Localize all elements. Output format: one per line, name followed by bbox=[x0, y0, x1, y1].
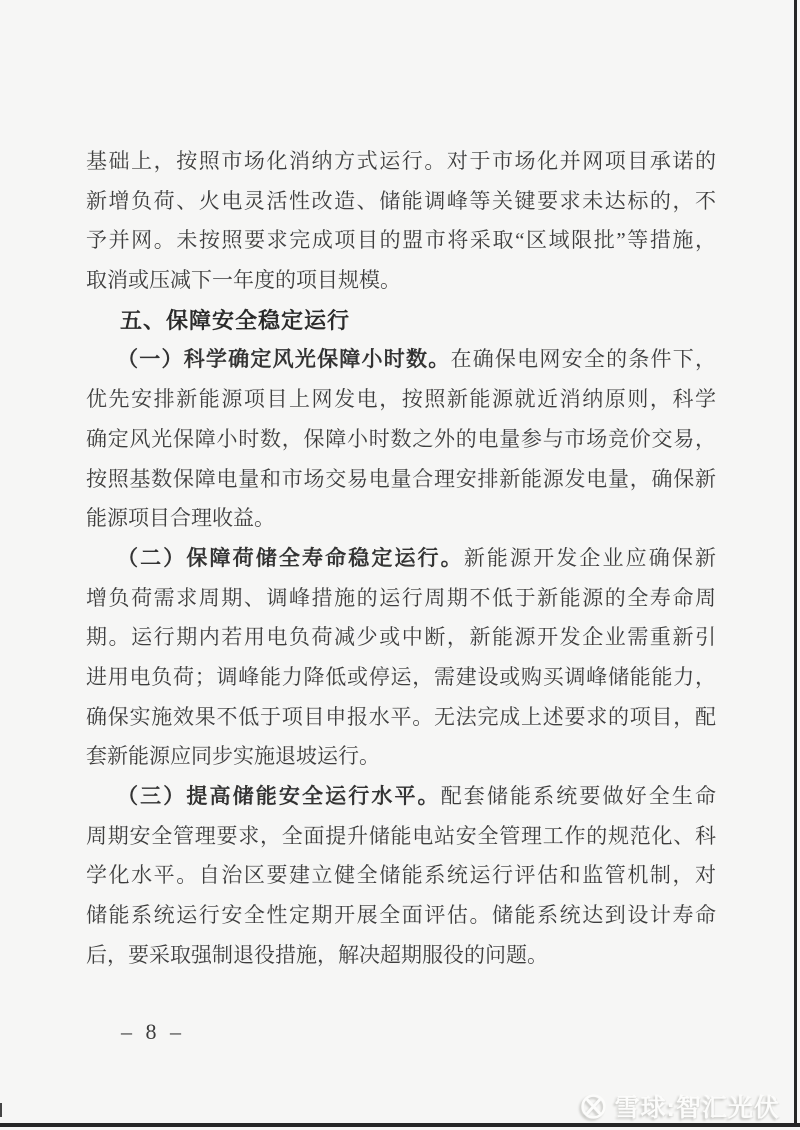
paragraph-lead-text: （二）保障荷储全寿命稳定运行。 bbox=[117, 545, 464, 570]
text-line: 储能系统运行安全性定期开展全面评估。储能系统达到设计寿命 bbox=[86, 903, 716, 928]
text-line: 确保实施效果不低于项目申报水平。无法完成上述要求的项目，配 bbox=[86, 704, 716, 729]
watermark bbox=[579, 1088, 780, 1124]
page-number: – 8 – bbox=[121, 1019, 185, 1044]
text-line: （二）保障荷储全寿命稳定运行。新能源开发企业应确保新 bbox=[117, 545, 717, 570]
text-line: 取消或压减下一年度的项目规模。 bbox=[86, 268, 401, 293]
text-line: 能源项目合理收益。 bbox=[86, 506, 275, 531]
text-line: 期。运行期内若用电负荷减少或中断，新能源开发企业需重新引 bbox=[86, 625, 716, 650]
text-line: 基础上，按照市场化消纳方式运行。对于市场化并网项目承诺的 bbox=[86, 149, 716, 173]
text-line: 增负荷需求周期、调峰措施的运行周期不低于新能源的全寿命周 bbox=[86, 585, 716, 610]
xueqiu-logo-icon bbox=[579, 1092, 608, 1121]
document-body bbox=[86, 142, 716, 975]
paragraph-lead-text: （三）提高储能安全运行水平。 bbox=[117, 784, 441, 808]
section-heading: 五、保障安全稳定运行 bbox=[120, 307, 351, 333]
scan-edge-left-mark bbox=[0, 1103, 2, 1117]
text-line: 确定风光保障小时数，保障小时数之外的电量参与市场竞价交易， bbox=[86, 426, 716, 451]
text-line: 予并网。未按照要求完成项目的盟市将采取“区域限批”等措施， bbox=[86, 228, 716, 253]
text-line: 新增负荷、火电灵活性改造、储能调峰等关键要求未达标的，不 bbox=[86, 188, 716, 213]
paragraph-lead-text: （一）科学确定风光保障小时数。 bbox=[117, 347, 451, 372]
text-line: （一）科学确定风光保障小时数。在确保电网安全的条件下， bbox=[117, 347, 717, 372]
text-line: 周期安全管理要求，全面提升储能电站安全管理工作的规范化、科 bbox=[86, 823, 716, 848]
text-line: 按照基数保障电量和市场交易电量合理安排新能源发电量，确保新 bbox=[86, 466, 716, 491]
text-line: （三）提高储能安全运行水平。配套储能系统要做好全生命 bbox=[117, 784, 717, 808]
text-line: 套新能源应同步实施退坡运行。 bbox=[86, 744, 380, 769]
text-line: 进用电负荷；调峰能力降低或停运，需建设或购买调峰储能能力， bbox=[86, 664, 716, 689]
scan-edge-bottom bbox=[0, 1123, 800, 1127]
watermark-text: 雪球:智汇光伏 bbox=[614, 1094, 780, 1122]
text-line: 后，要采取强制退役措施，解决超期服役的问题。 bbox=[86, 942, 548, 967]
scan-edge-right bbox=[794, 0, 797, 1124]
text-line: 学化水平。自治区要建立健全储能系统运行评估和监管机制，对 bbox=[86, 863, 716, 888]
text-line: 优先安排新能源项目上网发电，按照新能源就近消纳原则，科学 bbox=[86, 387, 716, 412]
